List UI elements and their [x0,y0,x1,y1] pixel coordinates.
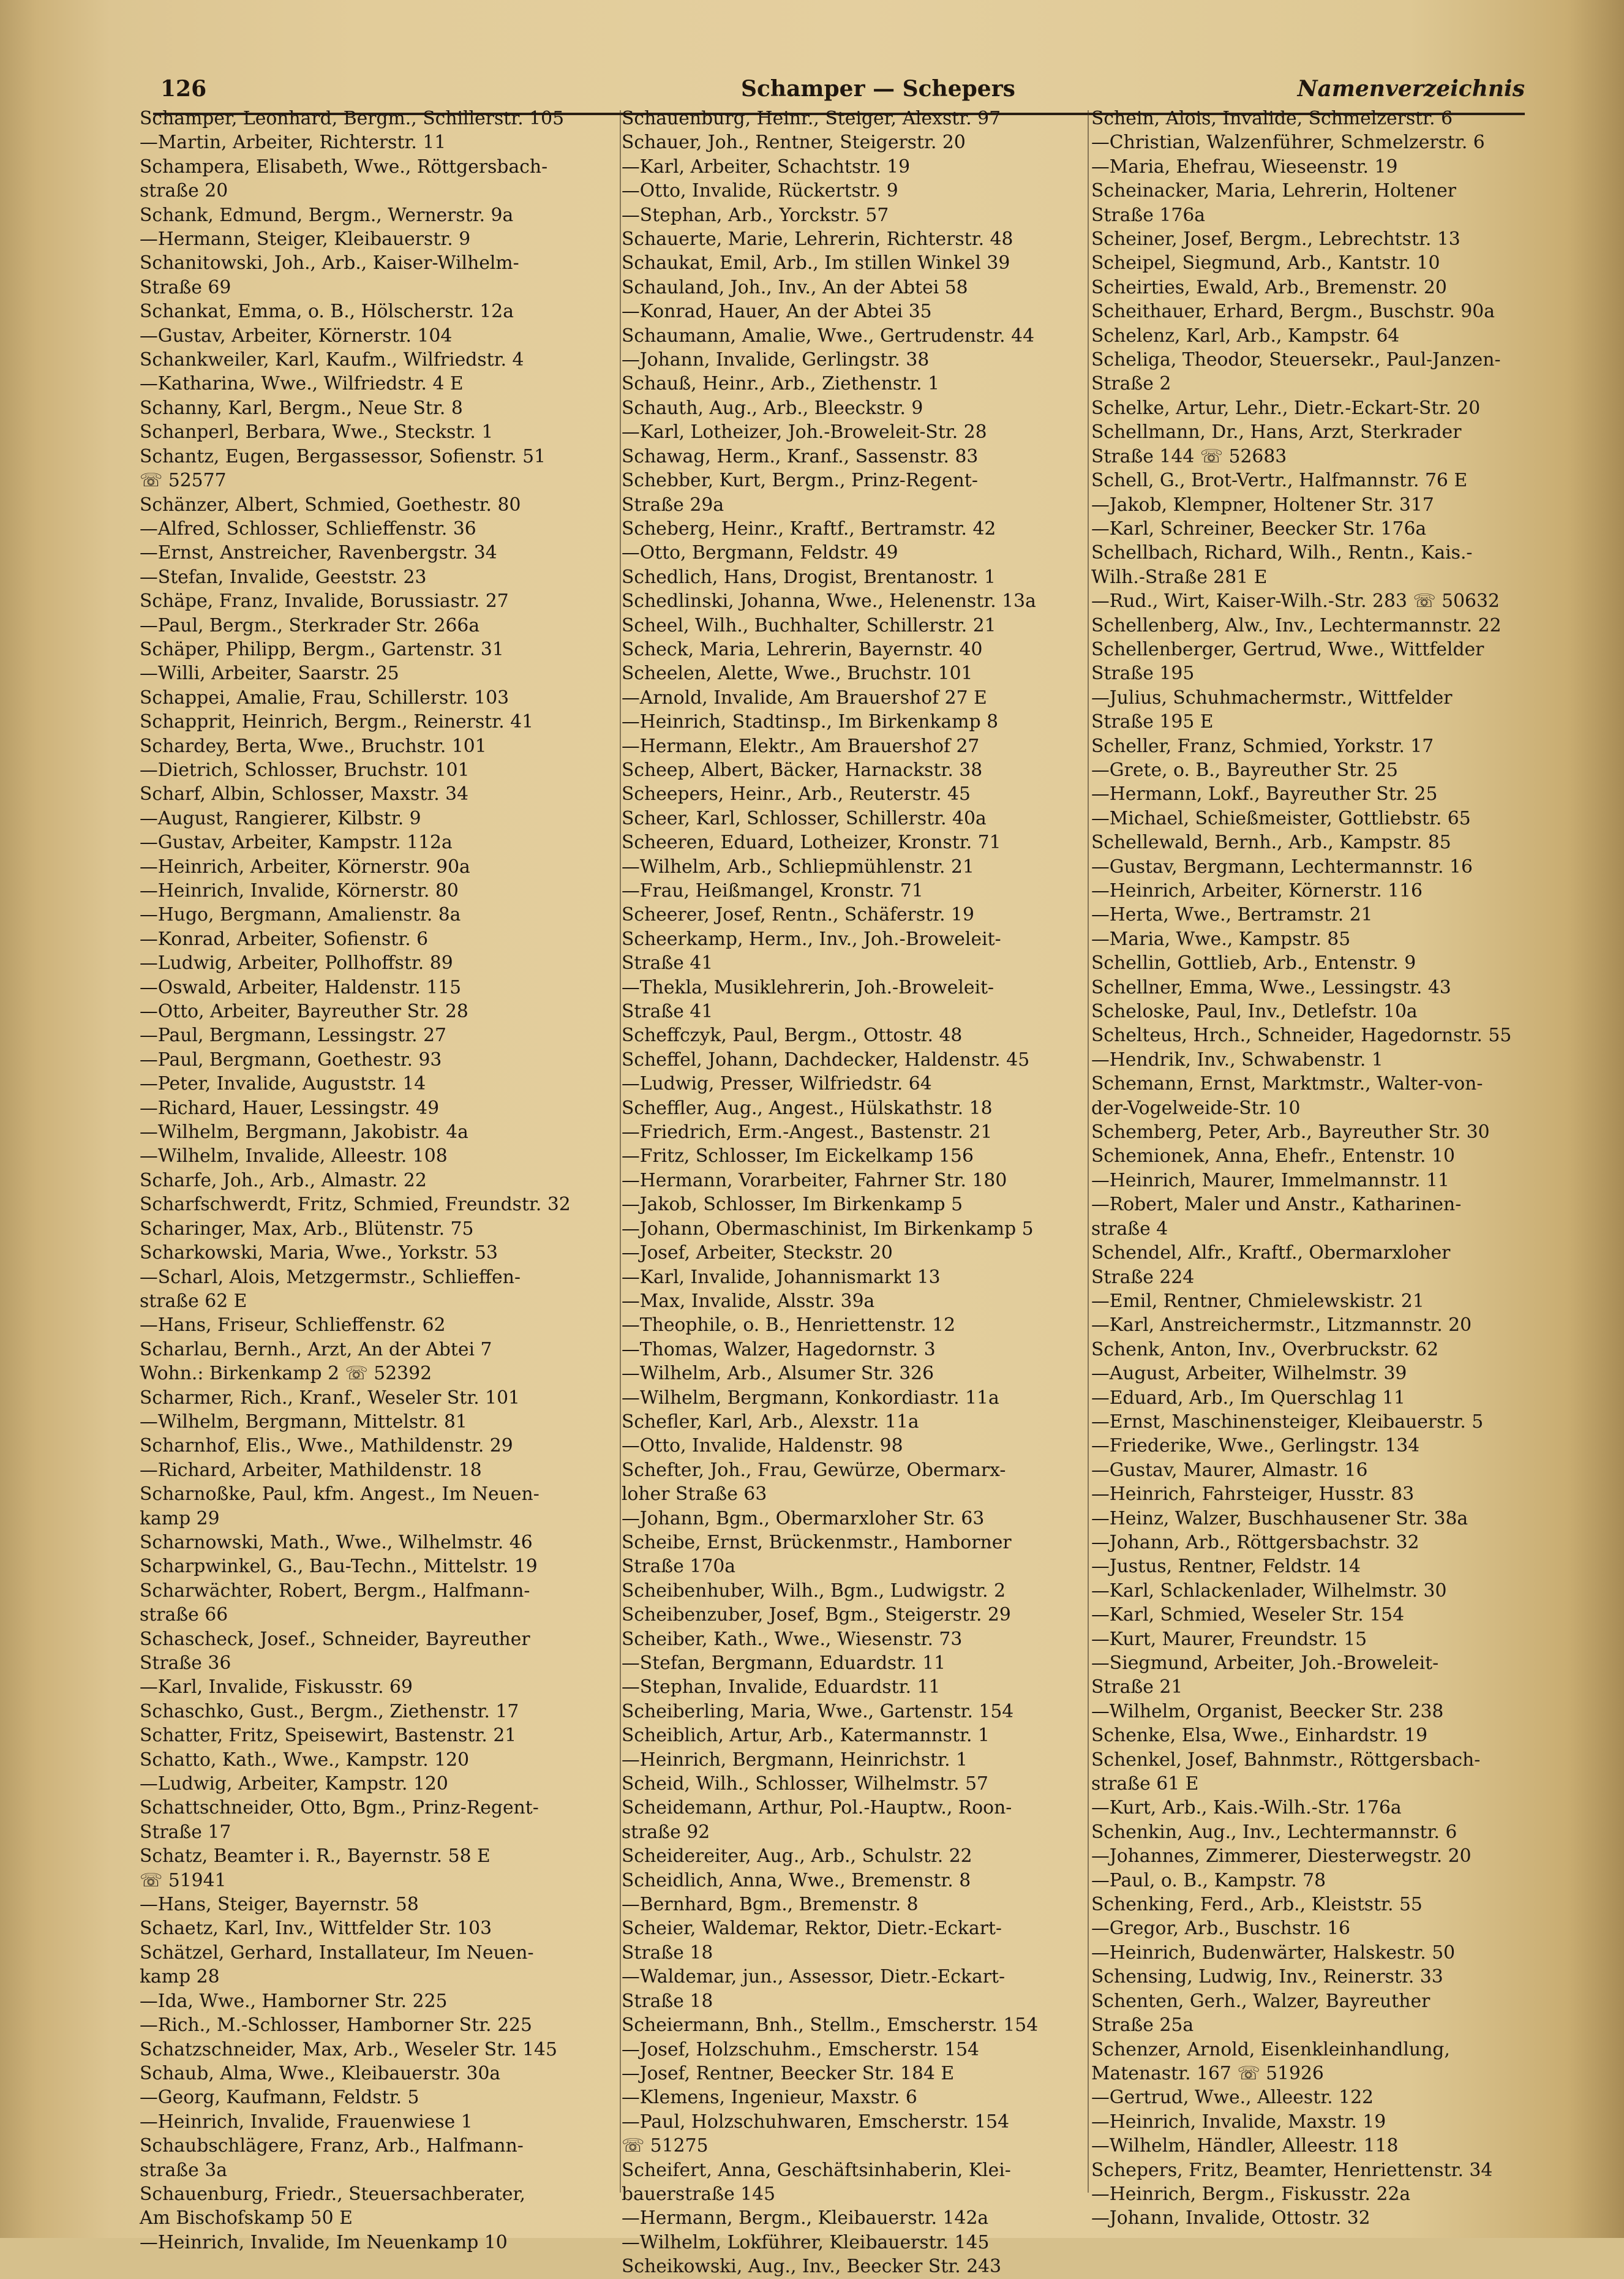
directory-entry: Scheier, Waldemar, Rektor, Dietr.-Eckart- [622,1918,1002,1940]
directory-entry: Schaetz, Karl, Inv., Wittfelder Str. 103 [140,1918,492,1940]
directory-entry: —Karl, Schlackenlader, Wilhelmstr. 30 [1091,1580,1447,1602]
directory-entry: Scheirties, Ewald, Arb., Bremenstr. 20 [1091,276,1447,298]
directory-entry: Schenk, Anton, Inv., Overbruckstr. 62 [1091,1338,1439,1360]
directory-entry: Schamper, Leonhard, Bergm., Schillerstr. 105 [140,108,565,129]
directory-entry: Schaukat, Emil, Arb., Im stillen Winkel 39 [622,252,1010,274]
directory-entry: Scheidemann, Arthur, Pol.-Hauptw., Roon- [622,1797,1012,1819]
directory-entry: —Wilhelm, Organist, Beecker Str. 238 [1091,1700,1444,1722]
directory-entry: Schell, G., Brot-Vertr., Halfmannstr. 76 E [1091,470,1468,492]
directory-entry: Straße 195 E [1091,711,1214,733]
directory-entry: Schemberg, Peter, Arb., Bayreuther Str. 30 [1091,1121,1490,1143]
directory-entry: —Stefan, Invalide, Geeststr. 23 [140,566,427,588]
directory-entry: —Stephan, Invalide, Eduardstr. 11 [622,1676,941,1698]
directory-entry: bauerstraße 145 [622,2183,776,2205]
page-number: 126 [160,76,207,102]
directory-entry: —Heinrich, Invalide, Im Neuenkamp 10 [140,2231,508,2253]
directory-entry: Scheelen, Alette, Wwe., Bruchstr. 101 [622,663,973,685]
directory-entry: Straße 170a [622,1556,736,1578]
directory-entry: —Wilhelm, Bergmann, Jakobistr. 4a [140,1121,468,1143]
directory-entry: —Wilhelm, Lokführer, Kleibauerstr. 145 [622,2231,990,2253]
directory-entry: —Thomas, Walzer, Hagedornstr. 3 [622,1338,936,1360]
directory-entry: —Friedrich, Erm.-Angest., Bastenstr. 21 [622,1121,993,1143]
directory-entry: —Hermann, Lokf., Bayreuther Str. 25 [1091,783,1438,805]
directory-entry: —Wilhelm, Arb., Schliepmühlenstr. 21 [622,856,974,878]
directory-entry: straße 92 [622,1821,710,1843]
directory-entry: —Hermann, Bergm., Kleibauerstr. 142a [622,2207,989,2229]
directory-entry: Straße 41 [622,1001,713,1023]
directory-entry: —Josef, Rentner, Beecker Str. 184 E [622,2062,955,2084]
directory-entry: Schawag, Herm., Kranf., Sassenstr. 83 [622,445,979,467]
directory-entry: Straße 36 [140,1652,231,1674]
directory-entry: —Paul, o. B., Kampstr. 78 [1091,1869,1326,1891]
directory-entry: —Ludwig, Arbeiter, Kampstr. 120 [140,1773,448,1795]
directory-entry: Schedlich, Hans, Drogist, Brentanostr. 1 [622,566,996,588]
directory-entry: Straße 195 [1091,663,1195,685]
directory-entry: —Emil, Rentner, Chmielewskistr. 21 [1091,1290,1424,1312]
directory-entry: Straße 176a [1091,204,1206,226]
directory-entry: Scheffczyk, Paul, Bergm., Ottostr. 48 [622,1025,963,1047]
directory-entry: Scheiber, Kath., Wwe., Wiesenstr. 73 [622,1628,963,1650]
directory-entry: Schattschneider, Otto, Bgm., Prinz-Regent- [140,1797,539,1819]
directory-entry: —Konrad, Arbeiter, Sofienstr. 6 [140,928,429,950]
directory-entry: Straße 18 [622,1990,713,2012]
directory-entry: —Johann, Invalide, Gerlingstr. 38 [622,349,930,371]
directory-entry: straße 62 E [140,1290,247,1312]
directory-entry: —Otto, Invalide, Haldenstr. 98 [622,1435,903,1457]
directory-entry: Schänzer, Albert, Schmied, Goethestr. 80 [140,494,521,516]
directory-entry: —Richard, Hauer, Lessingstr. 49 [140,1097,440,1119]
directory-entry: —Heinrich, Invalide, Frauenwiese 1 [140,2111,473,2133]
directory-entry: Schellewald, Bernh., Arb., Kampstr. 85 [1091,832,1451,854]
name-range: Schamper — Schepers [741,76,1015,102]
directory-entry: Schank, Edmund, Bergm., Wernerstr. 9a [140,204,514,226]
directory-entry: Scheidereiter, Aug., Arb., Schulstr. 22 [622,1845,972,1867]
directory-entry: —Arnold, Invalide, Am Brauershof 27 E [622,687,987,709]
directory-entry: Scharlau, Bernh., Arzt, An der Abtei 7 [140,1338,492,1360]
directory-entry: —Hermann, Elektr., Am Brauershof 27 [622,735,980,757]
directory-entry: Schaubschlägere, Franz, Arb., Halfmann- [140,2135,524,2157]
directory-entry: —Otto, Bergmann, Feldstr. 49 [622,542,898,564]
directory-entry: —Thekla, Musiklehrerin, Joh.-Broweleit- [622,976,994,998]
directory-entry: Schatto, Kath., Wwe., Kampstr. 120 [140,1749,470,1771]
column-divider [620,110,621,2193]
directory-entry: straße 61 E [1091,1773,1199,1795]
directory-entry: —Katharina, Wwe., Wilfriedstr. 4 E [140,373,464,395]
directory-entry: Wohn.: Birkenkamp 2 ☏ 52392 [140,1363,432,1385]
directory-entry: —August, Arbeiter, Wilhelmstr. 39 [1091,1363,1407,1385]
directory-entry: Straße 69 [140,276,231,298]
directory-entry: —Karl, Anstreichermstr., Litzmannstr. 20 [1091,1314,1472,1336]
directory-entry: —Wilhelm, Invalide, Alleestr. 108 [140,1145,448,1167]
directory-entry: —Jakob, Schlosser, Im Birkenkamp 5 [622,1194,963,1216]
directory-entry: —Josef, Holzschuhm., Emscherstr. 154 [622,2038,979,2060]
directory-entry: Scheithauer, Erhard, Bergm., Buschstr. 90a [1091,301,1495,323]
directory-entry: kamp 29 [140,1507,220,1529]
directory-entry: —Richard, Arbeiter, Mathildenstr. 18 [140,1459,482,1481]
directory-entry: Schaschko, Gust., Bergm., Ziethenstr. 17 [140,1700,519,1722]
directory-entry: Scheffel, Johann, Dachdecker, Haldenstr. 45 [622,1049,1030,1071]
directory-entry: Schensing, Ludwig, Inv., Reinerstr. 33 [1091,1966,1443,1988]
directory-entry: ☏ 52577 [140,470,227,492]
directory-entry: Schelteus, Hrch., Schneider, Hagedornstr. 55 [1091,1025,1512,1047]
directory-entry: —Paul, Holzschuhwaren, Emscherstr. 154 [622,2111,1010,2133]
directory-entry: —Karl, Lotheizer, Joh.-Broweleit-Str. 28 [622,421,987,443]
directory-entry: Scharinger, Max, Arb., Blütenstr. 75 [140,1218,474,1240]
directory-entry: —Hugo, Bergmann, Amalienstr. 8a [140,904,461,926]
directory-entry: ☏ 51275 [622,2135,709,2157]
directory-entry: Scheer, Karl, Schlosser, Schillerstr. 40a [622,807,987,829]
directory-entry: Schauland, Joh., Inv., An der Abtei 58 [622,276,968,298]
directory-entry: Scheck, Maria, Lehrerin, Bayernstr. 40 [622,638,983,660]
directory-entry: Scheid, Wilh., Schlosser, Wilhelmstr. 57 [622,1773,988,1795]
directory-entry: —Heinrich, Budenwärter, Halskestr. 50 [1091,1942,1456,1964]
directory-entry: —Ida, Wwe., Hamborner Str. 225 [140,1990,448,2012]
directory-column-1 [140,107,611,2255]
directory-entry: —Gustav, Maurer, Almastr. 16 [1091,1459,1368,1481]
directory-entry: —Kurt, Arb., Kais.-Wilh.-Str. 176a [1091,1797,1402,1819]
directory-entry: Scheiblich, Artur, Arb., Katermannstr. 1 [622,1725,990,1747]
directory-entry: Scharnoßke, Paul, kfm. Angest., Im Neuen- [140,1483,539,1505]
directory-entry: —Scharl, Alois, Metzgermstr., Schlieffen- [140,1266,521,1288]
directory-entry: —Hans, Friseur, Schlieffenstr. 62 [140,1314,446,1336]
directory-entry: loher Straße 63 [622,1483,767,1505]
directory-entry: Schaub, Alma, Wwe., Kleibauerstr. 30a [140,2062,501,2084]
directory-entry: Scharfe, Joh., Arb., Almastr. 22 [140,1169,427,1191]
directory-entry: —Heinrich, Bergm., Fiskusstr. 22a [1091,2183,1411,2205]
directory-entry: —Otto, Arbeiter, Bayreuther Str. 28 [140,1001,468,1023]
directory-entry: —Hendrik, Inv., Schwabenstr. 1 [1091,1049,1383,1071]
directory-entry: Schauerte, Marie, Lehrerin, Richterstr. 48 [622,228,1013,251]
directory-entry: Scheffler, Aug., Angest., Hülskathstr. 18 [622,1097,993,1119]
directory-entry: Schauenburg, Heinr., Steiger, Alexstr. 97 [622,108,1001,129]
directory-entry: Scharnhof, Elis., Wwe., Mathildenstr. 29 [140,1435,513,1457]
directory-column-3 [1091,107,1563,2231]
directory-entry: Scheerkamp, Herm., Inv., Joh.-Broweleit- [622,928,1001,950]
directory-entry: —August, Rangierer, Kilbstr. 9 [140,807,421,829]
directory-entry: —Stefan, Bergmann, Eduardstr. 11 [622,1652,946,1674]
directory-entry: Straße 18 [622,1942,713,1964]
directory-entry: Scharwächter, Robert, Bergm., Halfmann- [140,1580,530,1602]
directory-entry: Schappei, Amalie, Frau, Schillerstr. 103 [140,687,509,709]
directory-entry: Schantz, Eugen, Bergassessor, Sofienstr. 51 [140,445,546,467]
directory-entry: Scheiermann, Bnh., Stellm., Emscherstr. 154 [622,2014,1039,2036]
directory-entry: Schellenberger, Gertrud, Wwe., Wittfelder [1091,638,1484,660]
directory-entry: —Heinrich, Invalide, Körnerstr. 80 [140,880,459,902]
directory-entry: Scheibe, Ernst, Brückenmstr., Hamborner [622,1531,1012,1553]
directory-entry: —Heinrich, Arbeiter, Körnerstr. 116 [1091,880,1423,902]
directory-entry: —Robert, Maler und Anstr., Katharinen- [1091,1194,1462,1216]
directory-entry: —Grete, o. B., Bayreuther Str. 25 [1091,759,1398,781]
directory-entry: —Gustav, Arbeiter, Kampstr. 112a [140,832,453,854]
directory-entry: —Julius, Schuhmachermstr., Wittfelder [1091,687,1453,709]
directory-entry: Schauenburg, Friedr., Steuersachberater, [140,2183,525,2205]
directory-entry: —Karl, Arbeiter, Schachtstr. 19 [622,156,911,178]
directory-entry: Scheikowski, Aug., Inv., Beecker Str. 243 [622,2256,1002,2278]
directory-entry: —Wilhelm, Bergmann, Konkordiastr. 11a [622,1387,999,1409]
directory-entry: Schefter, Joh., Frau, Gewürze, Obermarx- [622,1459,1006,1481]
directory-entry: —Paul, Bergm., Sterkrader Str. 266a [140,614,480,636]
directory-entry: Straße 17 [140,1821,231,1843]
directory-entry: Schankat, Emma, o. B., Hölscherstr. 12a [140,301,514,323]
directory-entry: —Herta, Wwe., Bertramstr. 21 [1091,904,1373,926]
directory-entry: —Waldemar, jun., Assessor, Dietr.-Eckart- [622,1966,1006,1988]
directory-entry: —Ludwig, Presser, Wilfriedstr. 64 [622,1073,932,1095]
directory-entry: —Johann, Bgm., Obermarxloher Str. 63 [622,1507,985,1529]
directory-entry: —Georg, Kaufmann, Feldstr. 5 [140,2087,419,2109]
directory-entry: —Heinrich, Fahrsteiger, Husstr. 83 [1091,1483,1415,1505]
directory-entry: Scheerer, Josef, Rentn., Schäferstr. 19 [622,904,974,926]
directory-entry: Schenten, Gerh., Walzer, Bayreuther [1091,1990,1430,2012]
directory-entry: Schapprit, Heinrich, Bergm., Reinerstr. 41 [140,711,534,733]
directory-entry: Schauß, Heinr., Arb., Ziethenstr. 1 [622,373,940,395]
directory-entry: —Wilhelm, Arb., Alsumer Str. 326 [622,1363,934,1385]
directory-entry: Schaumann, Amalie, Wwe., Gertrudenstr. 44 [622,325,1035,347]
directory-entry: —Otto, Invalide, Rückertstr. 9 [622,180,898,202]
directory-entry: —Maria, Wwe., Kampstr. 85 [1091,928,1351,950]
directory-entry: —Martin, Arbeiter, Richterstr. 11 [140,132,446,154]
directory-entry: —Justus, Rentner, Feldstr. 14 [1091,1556,1361,1578]
directory-entry: —Maria, Ehefrau, Wieseenstr. 19 [1091,156,1398,178]
directory-entry: Scheinacker, Maria, Lehrerin, Holtener [1091,180,1456,202]
directory-entry: —Jakob, Klempner, Holtener Str. 317 [1091,494,1434,516]
directory-entry: Scharfschwerdt, Fritz, Schmied, Freundstr. 32 [140,1194,571,1216]
directory-entry: Schampera, Elisabeth, Wwe., Röttgersbach- [140,156,548,178]
directory-entry: —Josef, Arbeiter, Steckstr. 20 [622,1242,893,1264]
directory-entry: —Karl, Invalide, Fiskusstr. 69 [140,1676,413,1698]
directory-entry: —Kurt, Maurer, Freundstr. 15 [1091,1628,1367,1650]
directory-entry: Scheidlich, Anna, Wwe., Bremenstr. 8 [622,1869,971,1891]
directory-entry: Schellner, Emma, Wwe., Lessingstr. 43 [1091,976,1451,998]
directory-entry: Schäpe, Franz, Invalide, Borussiastr. 27 [140,590,509,612]
directory-entry: Scheiner, Josef, Bergm., Lebrechtstr. 13 [1091,228,1460,251]
directory-entry: Scheipel, Siegmund, Arb., Kantstr. 10 [1091,252,1440,274]
directory-entry: —Rud., Wirt, Kaiser-Wilh.-Str. 283 ☏ 50632 [1091,590,1500,612]
directory-entry: —Dietrich, Schlosser, Bruchstr. 101 [140,759,470,781]
directory-entry: —Michael, Schießmeister, Gottliebstr. 65 [1091,807,1471,829]
directory-entry: —Gustav, Arbeiter, Körnerstr. 104 [140,325,453,347]
directory-entry: Scheel, Wilh., Buchhalter, Schillerstr. 21 [622,614,996,636]
directory-entry: Scheller, Franz, Schmied, Yorkstr. 17 [1091,735,1434,757]
directory-entry: —Heinrich, Bergmann, Heinrichstr. 1 [622,1749,968,1771]
directory-entry: Schenking, Ferd., Arb., Kleiststr. 55 [1091,1894,1423,1916]
directory-entry: —Heinrich, Arbeiter, Körnerstr. 90a [140,856,470,878]
directory-entry: Schascheck, Josef., Schneider, Bayreuther [140,1628,530,1650]
directory-entry: Schendel, Alfr., Kraftf., Obermarxloher [1091,1242,1451,1264]
directory-entry: —Gertrud, Wwe., Alleestr. 122 [1091,2087,1374,2109]
directory-entry: Scheeren, Eduard, Lotheizer, Kronstr. 71 [622,832,1001,854]
directory-entry: Straße 29a [622,494,724,516]
directory-entry: —Johann, Arb., Röttgersbachstr. 32 [1091,1531,1419,1553]
directory-entry: —Paul, Bergmann, Goethestr. 93 [140,1049,442,1071]
directory-entry: —Rich., M.-Schlosser, Hamborner Str. 225 [140,2014,532,2036]
directory-entry: Scharnowski, Math., Wwe., Wilhelmstr. 46 [140,1531,533,1553]
directory-entry: —Johann, Invalide, Ottostr. 32 [1091,2207,1370,2229]
directory-entry: Schanitowski, Joh., Arb., Kaiser-Wilhelm- [140,252,519,274]
directory-entry: Scheloske, Paul, Inv., Detlefstr. 10a [1091,1001,1418,1023]
directory-entry: —Friederike, Wwe., Gerlingstr. 134 [1091,1435,1420,1457]
directory-entry: —Heinrich, Stadtinsp., Im Birkenkamp 8 [622,711,999,733]
directory-entry: —Eduard, Arb., Im Querschlag 11 [1091,1387,1406,1409]
directory-entry: —Ernst, Maschinensteiger, Kleibauerstr. 5 [1091,1411,1484,1433]
directory-entry: Scharmer, Rich., Kranf., Weseler Str. 101 [140,1387,521,1409]
directory-entry: —Johannes, Zimmerer, Diesterwegstr. 20 [1091,1845,1472,1867]
directory-entry: Schatter, Fritz, Speisewirt, Bastenstr. 21 [140,1725,517,1747]
directory-entry: Scheifert, Anna, Geschäftsinhaberin, Klei- [622,2159,1011,2181]
directory-entry: Schatzschneider, Max, Arb., Weseler Str. 145 [140,2038,557,2060]
directory-entry: Schenkin, Aug., Inv., Lechtermannstr. 6 [1091,1821,1457,1843]
directory-entry: —Karl, Invalide, Johannismarkt 13 [622,1266,941,1288]
directory-entry: ☏ 51941 [140,1869,227,1891]
directory-entry: Straße 224 [1091,1266,1195,1288]
directory-entry: Schardey, Berta, Wwe., Bruchstr. 101 [140,735,487,757]
directory-entry: Schellmann, Dr., Hans, Arzt, Sterkrader [1091,421,1462,443]
directory-entry: Straße 41 [622,952,713,974]
directory-entry: Schankweiler, Karl, Kaufm., Wilfriedstr. 4 [140,349,524,371]
directory-entry: —Oswald, Arbeiter, Haldenstr. 115 [140,976,462,998]
directory-entry: —Ludwig, Arbeiter, Pollhoffstr. 89 [140,952,453,974]
directory-entry: Schellin, Gottlieb, Arb., Entenstr. 9 [1091,952,1416,974]
directory-entry: Scheibenhuber, Wilh., Bgm., Ludwigstr. 2 [622,1580,1006,1602]
directory-entry: Schemionek, Anna, Ehefr., Entenstr. 10 [1091,1145,1455,1167]
directory-entry: Scharf, Albin, Schlosser, Maxstr. 34 [140,783,469,805]
directory-entry: Scharpwinkel, G., Bau-Techn., Mittelstr. 19 [140,1556,538,1578]
directory-entry: —Heinz, Walzer, Buschhausener Str. 38a [1091,1507,1468,1529]
directory-entry: Schelke, Artur, Lehr., Dietr.-Eckart-Str. 20 [1091,397,1481,419]
directory-entry: —Christian, Walzenführer, Schmelzerstr. 6 [1091,132,1485,154]
directory-entry: —Karl, Schreiner, Beecker Str. 176a [1091,518,1427,540]
directory-entry: Schellbach, Richard, Wilh., Rentn., Kais.- [1091,542,1473,564]
directory-entry: —Fritz, Schlosser, Im Eickelkamp 156 [622,1145,974,1167]
directory-column-2 [622,107,1093,2279]
directory-entry: Schein, Alois, Invalide, Schmelzerstr. 6 [1091,108,1453,129]
directory-entry: Schellenberg, Alw., Inv., Lechtermannstr. 22 [1091,614,1502,636]
directory-entry: Scheep, Albert, Bäcker, Harnackstr. 38 [622,759,983,781]
directory-entry: Schanny, Karl, Bergm., Neue Str. 8 [140,397,463,419]
directory-entry: —Johann, Obermaschinist, Im Birkenkamp 5 [622,1218,1034,1240]
directory-entry: Schenzer, Arnold, Eisenkleinhandlung, [1091,2038,1450,2060]
directory-entry: Schebber, Kurt, Bergm., Prinz-Regent- [622,470,978,492]
directory-entry: —Willi, Arbeiter, Saarstr. 25 [140,663,399,685]
directory-entry: —Gustav, Bergmann, Lechtermannstr. 16 [1091,856,1473,878]
directory-entry: —Peter, Invalide, Auguststr. 14 [140,1073,426,1095]
directory-entry: —Karl, Schmied, Weseler Str. 154 [1091,1604,1405,1626]
directory-entry: Schauer, Joh., Rentner, Steigerstr. 20 [622,132,966,154]
directory-entry: Scharkowski, Maria, Wwe., Yorkstr. 53 [140,1242,498,1264]
directory-entry: —Ernst, Anstreicher, Ravenbergstr. 34 [140,542,497,564]
directory-entry: —Wilhelm, Händler, Alleestr. 118 [1091,2135,1399,2157]
directory-entry: —Gregor, Arb., Buschstr. 16 [1091,1918,1351,1940]
directory-entry: Schauth, Aug., Arb., Bleeckstr. 9 [622,397,923,419]
directory-entry: Schepers, Fritz, Beamter, Henriettenstr. 34 [1091,2159,1493,2181]
directory-entry: Schatz, Beamter i. R., Bayernstr. 58 E [140,1845,491,1867]
directory-entry: —Heinrich, Invalide, Maxstr. 19 [1091,2111,1386,2133]
directory-entry: —Bernhard, Bgm., Bremenstr. 8 [622,1894,919,1916]
section-title: Namenverzeichnis [1297,76,1525,102]
directory-entry: —Konrad, Hauer, An der Abtei 35 [622,301,932,323]
directory-entry: —Max, Invalide, Alsstr. 39a [622,1290,875,1312]
directory-entry: Scheiberling, Maria, Wwe., Gartenstr. 154 [622,1700,1014,1722]
directory-entry: —Frau, Heißmangel, Kronstr. 71 [622,880,923,902]
directory-entry: Straße 21 [1091,1676,1183,1698]
directory-entry: kamp 28 [140,1966,220,1988]
directory-entry: Scheibenzuber, Josef, Bgm., Steigerstr. 29 [622,1604,1011,1626]
directory-entry: Schefler, Karl, Arb., Alexstr. 11a [622,1411,919,1433]
directory-entry: —Siegmund, Arbeiter, Joh.-Broweleit- [1091,1652,1439,1674]
directory-entry: Schenke, Elsa, Wwe., Einhardstr. 19 [1091,1725,1428,1747]
directory-entry: straße 4 [1091,1218,1168,1240]
directory-entry: —Hermann, Steiger, Kleibauerstr. 9 [140,228,471,251]
directory-entry: Schelenz, Karl, Arb., Kampstr. 64 [1091,325,1400,347]
directory-entry: —Alfred, Schlosser, Schlieffenstr. 36 [140,518,476,540]
directory-entry: Schäper, Philipp, Bergm., Gartenstr. 31 [140,638,504,660]
directory-entry: Schedlinski, Johanna, Wwe., Helenenstr. 13a [622,590,1036,612]
directory-entry: Scheepers, Heinr., Arb., Reuterstr. 45 [622,783,971,805]
directory-entry: Straße 144 ☏ 52683 [1091,445,1287,467]
directory-entry: —Wilhelm, Bergmann, Mittelstr. 81 [140,1411,467,1433]
directory-entry: —Theophile, o. B., Henriettenstr. 12 [622,1314,956,1336]
directory-entry: —Stephan, Arb., Yorckstr. 57 [622,204,889,226]
directory-entry: Scheliga, Theodor, Steuersekr., Paul-Janzen- [1091,349,1501,371]
directory-entry: —Hermann, Vorarbeiter, Fahrner Str. 180 [622,1169,1007,1191]
directory-entry: —Hans, Steiger, Bayernstr. 58 [140,1894,419,1916]
directory-entry: —Klemens, Ingenieur, Maxstr. 6 [622,2087,917,2109]
directory-entry: straße 3a [140,2159,228,2181]
directory-entry: Wilh.-Straße 281 E [1091,566,1268,588]
directory-entry: Matenastr. 167 ☏ 51926 [1091,2062,1324,2084]
directory-entry: —Heinrich, Maurer, Immelmannstr. 11 [1091,1169,1449,1191]
directory-entry: der-Vogelweide-Str. 10 [1091,1097,1301,1119]
directory-entry: Am Bischofskamp 50 E [140,2207,353,2229]
directory-entry: Schanperl, Berbara, Wwe., Steckstr. 1 [140,421,494,443]
directory-entry: Schätzel, Gerhard, Installateur, Im Neuen- [140,1942,534,1964]
directory-entry: Schemann, Ernst, Marktmstr., Walter-von- [1091,1073,1483,1095]
directory-entry: Straße 25a [1091,2014,1194,2036]
directory-entry: straße 20 [140,180,228,202]
directory-entry: straße 66 [140,1604,228,1626]
directory-entry: Schenkel, Josef, Bahnmstr., Röttgersbach- [1091,1749,1481,1771]
directory-entry: —Paul, Bergmann, Lessingstr. 27 [140,1025,447,1047]
directory-entry: Scheberg, Heinr., Kraftf., Bertramstr. 42 [622,518,996,540]
directory-entry: Straße 2 [1091,373,1171,395]
